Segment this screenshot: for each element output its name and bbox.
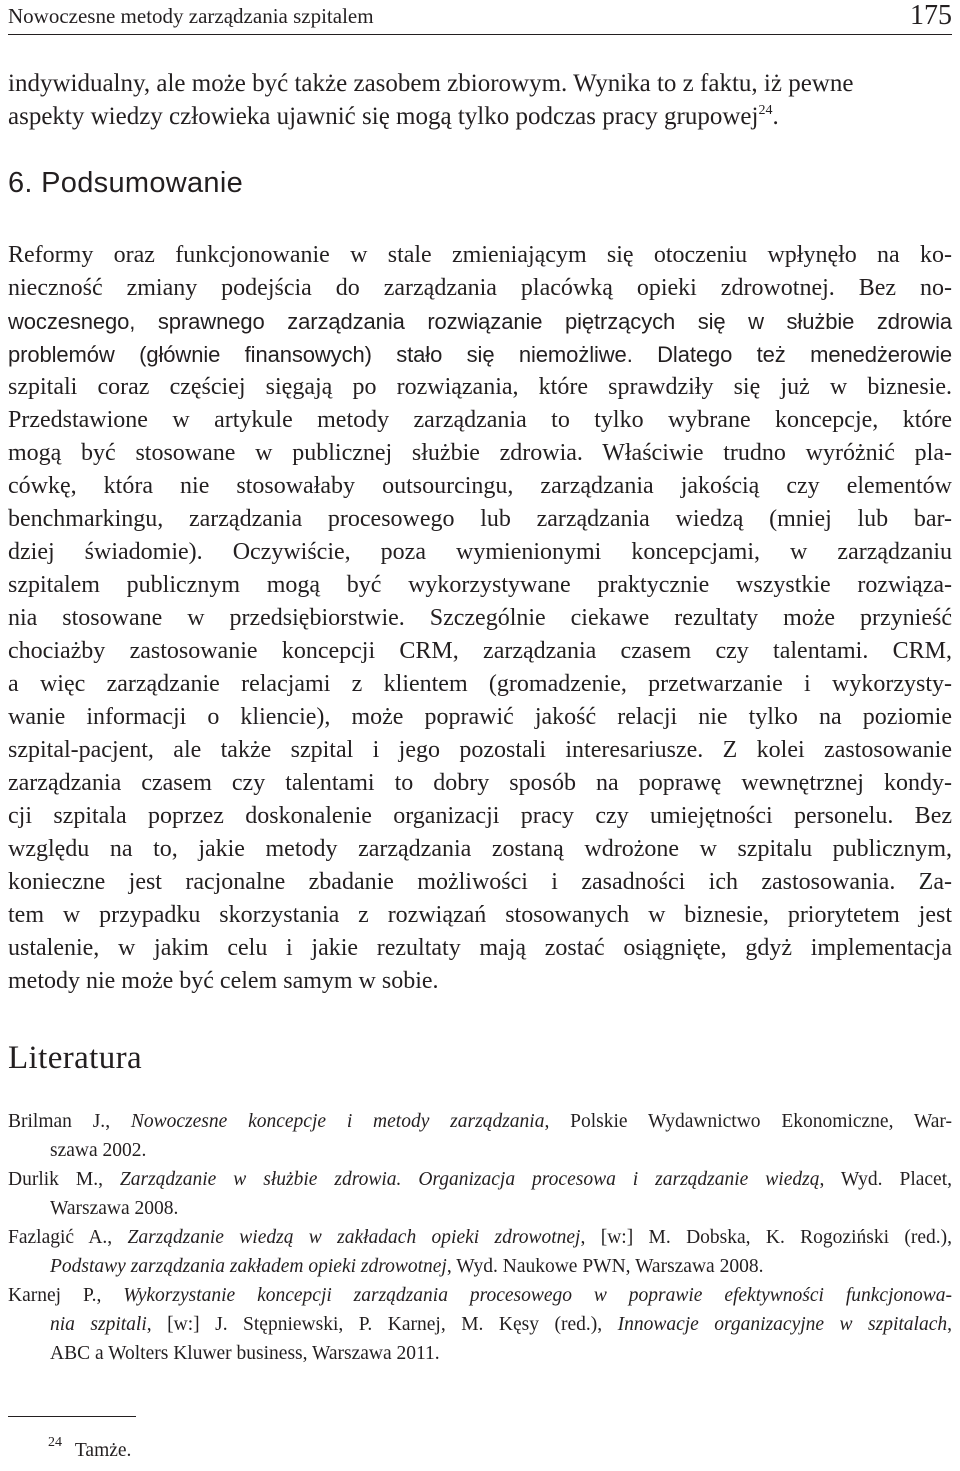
footnote-reference[interactable]: 24 bbox=[758, 103, 773, 118]
text-line: benchmarkingu, zarządzania procesowego lub zarządzania wiedzą (mniej lub bar- bbox=[8, 506, 952, 532]
ref-details: , [w:] J. Stępniewski, P. Karnej, M. Kęsy (red.), bbox=[146, 1314, 618, 1335]
running-header bbox=[8, 0, 952, 35]
ref-details-continued: ABC a Wolters Kluwer business, Warszawa 2011. bbox=[50, 1343, 440, 1364]
footnote-text: Tamże. bbox=[74, 1440, 132, 1461]
ref-separator: , bbox=[96, 1285, 124, 1306]
reference-item bbox=[8, 1107, 952, 1165]
ref-details: , Polskie Wydawnictwo Ekonomiczne, War- bbox=[544, 1111, 952, 1132]
footnote-number: 24 bbox=[48, 1435, 62, 1450]
footnote-divider bbox=[8, 1416, 136, 1417]
text-line: zarządzania czasem czy talentami to dobry sposób na poprawę wewnętrznej kondy- bbox=[8, 770, 952, 796]
intro-line-1: indywidualny, ale może być także zasobem zbiorowym. Wynika to z faktu, iż pewne bbox=[8, 70, 854, 97]
ref-title: Zarządzanie w służbie zdrowia. Organizacja procesowa i zarządzanie wiedzą bbox=[119, 1169, 820, 1190]
text-line: nieczność zmiany podejścia do zarządzania placówką opieki zdrowotnej. Bez no- bbox=[8, 275, 952, 301]
text-line: cji szpitala poprzez doskonalenie organizacji pracy czy umiejętności personelu. Bez bbox=[8, 803, 952, 829]
ref-author: Fazlagić A. bbox=[8, 1227, 108, 1248]
text-line: ustalenie, w jakim celu i jakie rezultaty mają zostać osiągnięte, gdyż implementacja bbox=[8, 935, 952, 961]
text-line: woczesnego, sprawnego zarządzania rozwiązanie piętrzących się w służbie zdrowia bbox=[8, 309, 952, 334]
ref-details: , Wyd. Placet, bbox=[819, 1169, 953, 1190]
text-line: cówkę, która nie stosowałaby outsourcingu, zarządzania jakością czy elementów bbox=[8, 473, 952, 499]
text-line: Reformy oraz funkcjonowanie w stale zmieniającym się otoczeniu wpłynęło na ko- bbox=[8, 242, 952, 268]
reference-item bbox=[8, 1281, 952, 1368]
text-line: względu na to, jakie metody zarządzania zostaną wdrożone w szpitalu publicznym, bbox=[8, 836, 952, 862]
running-title: Nowoczesne metody zarządzania szpitalem bbox=[8, 4, 374, 28]
reference-item bbox=[8, 1223, 952, 1281]
ref-title: Wykorzystanie koncepcji zarządzania procesowego w poprawie efektywności funkcjonowa- bbox=[123, 1285, 952, 1306]
text-line: nia stosowane w przedsiębiorstwie. Szczególnie ciekawe rezultaty może przynieść bbox=[8, 605, 952, 631]
summary-paragraph bbox=[8, 239, 952, 998]
intro-paragraph bbox=[8, 67, 952, 133]
text-line: szpital-pacjent, ale także szpital i jego pozostali interesariusze. Z kolei zastosowanie bbox=[8, 737, 952, 763]
text-line: szpitali coraz częściej sięgają po rozwiązania, które sprawdziły się już w biznesie. bbox=[8, 374, 952, 400]
ref-details-continued: Warszawa 2008. bbox=[50, 1198, 179, 1219]
ref-author: Karnej P. bbox=[8, 1285, 97, 1306]
ref-title: Zarządzanie wiedzą w zakładach opieki zdrowotnej bbox=[127, 1227, 581, 1248]
page-number: 175 bbox=[910, 0, 952, 31]
ref-title-continued: nia szpitali bbox=[50, 1314, 147, 1335]
text-line: szpitalem publicznym mogą być wykorzystywane praktycznie wszystkie rozwiąza- bbox=[8, 572, 952, 598]
intro-line-2-end: . bbox=[772, 103, 779, 130]
ref-separator: , bbox=[105, 1111, 131, 1132]
ref-details-continued: , Wyd. Naukowe PWN, Warszawa 2008. bbox=[446, 1256, 764, 1277]
reference-list bbox=[8, 1107, 952, 1368]
literature-heading: Literatura bbox=[8, 1040, 143, 1076]
intro-line-2: aspekty wiedzy człowieka ujawnić się mogą tylko podczas pracy grupowej bbox=[8, 103, 759, 130]
ref-details: , [w:] M. Dobska, K. Rogoziński (red.), bbox=[580, 1227, 952, 1248]
text-line: problemów (głównie finansowych) stało się niemożliwe. Dlatego też menedżerowie bbox=[8, 342, 952, 367]
text-line: konieczne jest racjonalne zbadanie możliwości i zasadności ich zastosowania. Za- bbox=[8, 869, 952, 895]
text-line: dziej świadomie). Oczywiście, poza wymienionymi koncepcjami, w zarządzaniu bbox=[8, 539, 952, 565]
text-line: mogą być stosowane w publicznej służbie zdrowia. Właściwie trudno wyróżnić pla- bbox=[8, 440, 952, 466]
text-line: Przedstawione w artykule metody zarządzania to tylko wybrane koncepcje, które bbox=[8, 407, 952, 433]
text-line: metody nie może być celem samym w sobie. bbox=[8, 968, 439, 994]
text-line: a więc zarządzanie relacjami z klientem (gromadzenie, przetwarzanie i wykorzysty- bbox=[8, 671, 952, 697]
text-line: chociażby zastosowanie koncepcji CRM, zarządzania czasem czy talentami. CRM, bbox=[8, 638, 952, 664]
reference-item bbox=[8, 1165, 952, 1223]
ref-title: Nowoczesne koncepcje i metody zarządzania bbox=[130, 1111, 545, 1132]
section-heading: 6. Podsumowanie bbox=[8, 167, 244, 199]
text-line: wanie informacji o kliencie), może poprawić jakość relacji nie tylko na poziomie bbox=[8, 704, 952, 730]
ref-details-continued: szawa 2002. bbox=[50, 1140, 147, 1161]
ref-separator: , bbox=[947, 1314, 952, 1335]
ref-author: Brilman J. bbox=[8, 1111, 106, 1132]
ref-separator: , bbox=[107, 1227, 128, 1248]
ref-book-title: Podstawy zarządzania zakładem opieki zdrowotnej bbox=[50, 1256, 447, 1277]
ref-author: Durlik M. bbox=[8, 1169, 99, 1190]
footnote bbox=[48, 1435, 132, 1462]
ref-book-title: Innowacje organizacyjne w szpitalach bbox=[617, 1314, 948, 1335]
ref-separator: , bbox=[98, 1169, 120, 1190]
text-line: tem w przypadku skorzystania z rozwiązań stosowanych w biznesie, priorytetem jest bbox=[8, 902, 952, 928]
